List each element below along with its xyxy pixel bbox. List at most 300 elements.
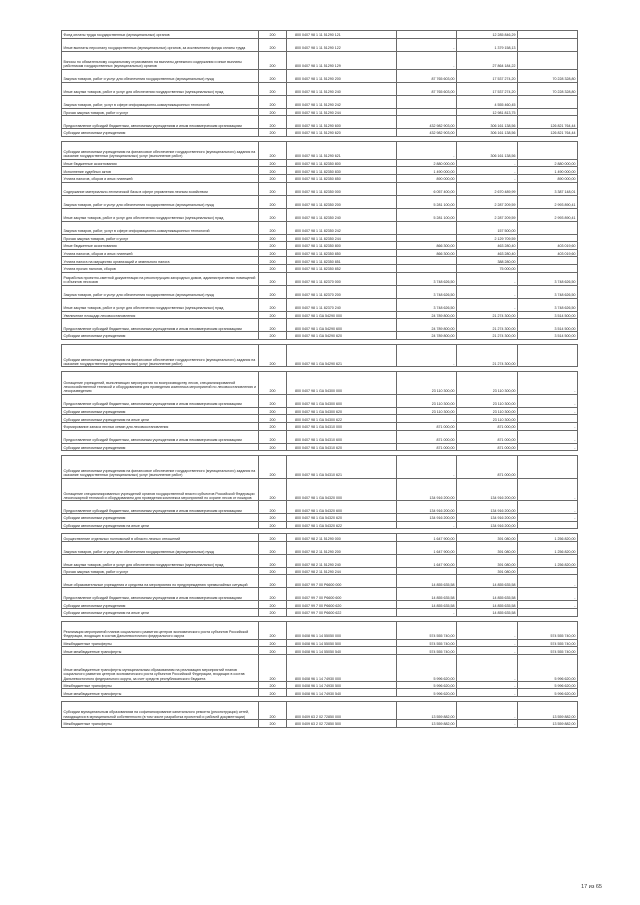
approved-amount-cell: 890 000,00	[397, 174, 457, 182]
expense-name-cell: Межбюджетные трансферты	[62, 639, 259, 647]
expense-name-cell: Уплата налогов, сборов и иных платежей	[62, 174, 259, 182]
approved-amount-cell	[397, 567, 457, 575]
table-body	[62, 31, 578, 728]
line-code-cell: 200	[259, 264, 287, 272]
unexecuted-amount-cell: 2 993 890,41	[518, 195, 578, 208]
line-code-cell: 200	[259, 501, 287, 514]
approved-amount-cell: -	[397, 38, 457, 51]
line-code-cell: 200	[259, 521, 287, 529]
approved-amount-cell: 432 982 903,00	[397, 129, 457, 137]
table-row	[62, 501, 578, 514]
executed-amount-cell: -	[457, 159, 518, 167]
executed-amount-cell: 871 000,00	[457, 422, 518, 430]
table-row	[62, 159, 578, 167]
table-row	[62, 601, 578, 609]
budget-classification-code-cell: 800 0407 98 1 11 82350 850	[287, 249, 397, 257]
unexecuted-amount-cell	[518, 344, 578, 367]
approved-amount-cell: 23 110 300,00	[397, 407, 457, 415]
executed-amount-cell: -	[457, 647, 518, 655]
line-code-cell: 200	[259, 174, 287, 182]
budget-classification-code-cell: 800 0407 98 1 11 51290 600	[287, 116, 397, 129]
executed-amount-cell: 14 855 635,58	[457, 601, 518, 609]
executed-amount-cell: 2 287 209,59	[457, 208, 518, 221]
unexecuted-amount-cell: 126 821 764,44	[518, 116, 578, 129]
unexecuted-amount-cell: 3 514 500,00	[518, 311, 578, 319]
unexecuted-amount-cell	[518, 108, 578, 116]
executed-amount-cell: 134 916 200,00	[457, 501, 518, 514]
budget-classification-code-cell: 800 0407 98 1 GA 54310 000	[287, 422, 397, 430]
budget-classification-code-cell: 800 0407 98 1 GA 54320 000	[287, 478, 397, 501]
line-code-cell: 200	[259, 195, 287, 208]
table-row	[62, 647, 578, 655]
executed-amount-cell: 391 080,00	[457, 567, 518, 575]
expense-name-cell: Субсидии автономным учреждениям	[62, 601, 259, 609]
unexecuted-amount-cell: -	[518, 601, 578, 609]
executed-amount-cell: 12 285 846,29	[457, 31, 518, 39]
expense-name-cell: Иные образовательные учреждения и средства на мероприятия по предупреждению чрезвычайных ситуаций	[62, 575, 259, 588]
executed-amount-cell: 2 670 489,99	[457, 182, 518, 195]
executed-amount-cell: 2 129 709,59	[457, 234, 518, 242]
approved-amount-cell: 24 789 800,00	[397, 311, 457, 319]
unexecuted-amount-cell	[518, 31, 578, 39]
unexecuted-amount-cell	[518, 609, 578, 617]
unexecuted-amount-cell: -	[518, 372, 578, 395]
line-code-cell: 200	[259, 534, 287, 542]
table-row	[62, 702, 578, 720]
table-row	[62, 319, 578, 332]
executed-amount-cell: 391 080,00	[457, 554, 518, 567]
executed-amount-cell: 306 161 138,56	[457, 129, 518, 137]
budget-classification-code-cell: 800 0409 63 2 02 72850 500	[287, 720, 397, 728]
executed-amount-cell: -	[457, 272, 518, 285]
unexecuted-amount-cell: 2 880 000,00	[518, 159, 578, 167]
line-code-cell: 200	[259, 567, 287, 575]
line-code-cell: 200	[259, 249, 287, 257]
unexecuted-amount-cell: 403 019,60	[518, 242, 578, 250]
line-code-cell: 200	[259, 344, 287, 367]
executed-amount-cell: 871 000,00	[457, 430, 518, 443]
budget-classification-code-cell: 800 0407 98 1 11 82350 000	[287, 182, 397, 195]
budget-classification-code-cell: 800 0407 98 1 11 51290 122	[287, 38, 397, 51]
table-row	[62, 69, 578, 82]
table-row	[62, 415, 578, 423]
approved-amount-cell: -	[397, 609, 457, 617]
budget-classification-code-cell: 800 0407 98 1 GA 54300 622	[287, 415, 397, 423]
line-code-cell: 200	[259, 272, 287, 285]
approved-amount-cell: 5 996 620,00	[397, 689, 457, 697]
expense-name-cell: Субсидии автономным учреждениям	[62, 129, 259, 137]
executed-amount-cell: 14 855 635,58	[457, 575, 518, 588]
unexecuted-amount-cell	[518, 415, 578, 423]
line-code-cell: 200	[259, 319, 287, 332]
line-code-cell: 200	[259, 478, 287, 501]
unexecuted-amount-cell: 70 228 328,80	[518, 82, 578, 95]
unexecuted-amount-cell: 890 000,00	[518, 174, 578, 182]
line-code-cell: 200	[259, 95, 287, 108]
executed-amount-cell: 21 274 300,00	[457, 332, 518, 340]
expense-name-cell: Закупка товаров, работ, услуг в сфере информационно-коммуникационных технологий	[62, 221, 259, 234]
expense-name-cell: Иные выплаты персоналу государственных (муниципальных) органов, за исключением фонда оплаты труда	[62, 38, 259, 51]
table-row	[62, 116, 578, 129]
budget-classification-code-cell: 800 0407 98 1 11 82350 800	[287, 242, 397, 250]
table-row	[62, 242, 578, 250]
budget-classification-code-cell: 800 0407 98 1 11 51290 129	[287, 51, 397, 69]
budget-report-sheet	[61, 30, 577, 728]
unexecuted-amount-cell: 5 996 620,00	[518, 681, 578, 689]
approved-amount-cell	[397, 234, 457, 242]
budget-classification-code-cell: 800 0407 98 1 GA 54290 620	[287, 332, 397, 340]
executed-amount-cell: -	[457, 167, 518, 175]
expense-name-cell: Иные закупки товаров, работ и услуг для обеспечения государственных (муниципальных) нужд	[62, 208, 259, 221]
table-row	[62, 221, 578, 234]
executed-amount-cell: 21 274 300,00	[457, 311, 518, 319]
unexecuted-amount-cell: 3 748 626,50	[518, 298, 578, 311]
unexecuted-amount-cell	[518, 51, 578, 69]
executed-amount-cell: 463 280,40	[457, 249, 518, 257]
executed-amount-cell: 2 287 209,59	[457, 195, 518, 208]
budget-classification-code-cell: 800 0407 98 1 GA 54290 621	[287, 344, 397, 367]
approved-amount-cell: 5 996 620,00	[397, 681, 457, 689]
expense-name-cell: Уплата налогов, сборов и иных платежей	[62, 249, 259, 257]
unexecuted-amount-cell: 1 256 820,00	[518, 541, 578, 554]
budget-classification-code-cell: 800 0407 98 1 11 82350 244	[287, 234, 397, 242]
line-code-cell: 200	[259, 182, 287, 195]
executed-amount-cell: -	[457, 174, 518, 182]
approved-amount-cell	[397, 108, 457, 116]
unexecuted-amount-cell: 3 514 500,00	[518, 319, 578, 332]
executed-amount-cell: -	[457, 720, 518, 728]
table-row	[62, 129, 578, 137]
expense-name-cell: Субсидии автономным учреждениям на финансовое обеспечение государственного (муниципального) задания на оказание государственных (муниципальных) услуг (выполнение работ)	[62, 344, 259, 367]
table-row	[62, 407, 578, 415]
line-code-cell: 200	[259, 285, 287, 298]
expense-name-cell: Субсидии автономным учреждениям	[62, 514, 259, 522]
approved-amount-cell	[397, 257, 457, 265]
unexecuted-amount-cell	[518, 234, 578, 242]
executed-amount-cell: 23 110 300,00	[457, 415, 518, 423]
line-code-cell: 200	[259, 69, 287, 82]
approved-amount-cell: 871 000,00	[397, 443, 457, 451]
unexecuted-amount-cell: 574 555 740,00	[518, 647, 578, 655]
expense-name-cell: Предоставление субсидий бюджетным, автономным учреждениям и иным некоммерческим организациям	[62, 116, 259, 129]
approved-amount-cell: 2 880 000,00	[397, 159, 457, 167]
unexecuted-amount-cell	[518, 567, 578, 575]
executed-amount-cell: 17 537 274,20	[457, 69, 518, 82]
unexecuted-amount-cell: 1 490 000,00	[518, 167, 578, 175]
unexecuted-amount-cell: 574 555 740,00	[518, 639, 578, 647]
line-code-cell: 200	[259, 588, 287, 601]
approved-amount-cell: 23 110 300,00	[397, 372, 457, 395]
unexecuted-amount-cell	[518, 95, 578, 108]
executed-amount-cell: 23 110 300,00	[457, 407, 518, 415]
approved-amount-cell: 866 300,00	[397, 249, 457, 257]
budget-classification-code-cell: 800 0407 98 1 11 82350 242	[287, 221, 397, 234]
budget-classification-code-cell: 800 0407 99 7 00 P6600 600	[287, 588, 397, 601]
table-row	[62, 554, 578, 567]
executed-amount-cell: 391 080,00	[457, 541, 518, 554]
budget-classification-code-cell: 800 0407 98 1 11 51290 240	[287, 82, 397, 95]
approved-amount-cell: 3 748 626,50	[397, 285, 457, 298]
approved-amount-cell: 1 647 900,00	[397, 541, 457, 554]
line-code-cell: 200	[259, 141, 287, 159]
expense-name-cell: Уплата налога на имущество организаций и земельного налога	[62, 257, 259, 265]
unexecuted-amount-cell	[518, 221, 578, 234]
expense-name-cell: Предоставление субсидий бюджетным, автономным учреждениям и иным некоммерческим организациям	[62, 394, 259, 407]
executed-amount-cell: 27 864 184,22	[457, 51, 518, 69]
budget-classification-code-cell: 800 0407 98 1 GA 54320 620	[287, 514, 397, 522]
expense-name-cell: Субсидии автономным учреждениям	[62, 407, 259, 415]
table-row	[62, 575, 578, 588]
approved-amount-cell: 6 057 400,00	[397, 182, 457, 195]
budget-classification-code-cell: 800 0409 63 2 02 72850 000	[287, 702, 397, 720]
budget-classification-code-cell: 800 0407 98 1 GA 54300 600	[287, 394, 397, 407]
table-row	[62, 654, 578, 681]
unexecuted-amount-cell: 3 748 626,50	[518, 285, 578, 298]
approved-amount-cell: 3 748 626,50	[397, 298, 457, 311]
approved-amount-cell: 87 765 603,00	[397, 69, 457, 82]
table-row	[62, 298, 578, 311]
approved-amount-cell: 13 559 882,00	[397, 702, 457, 720]
table-row	[62, 478, 578, 501]
budget-classification-code-cell: 800 0407 98 1 GA 54310 621	[287, 456, 397, 479]
approved-amount-cell	[397, 95, 457, 108]
expense-name-cell: Иные межбюджетные трансферты	[62, 647, 259, 655]
budget-classification-code-cell: 800 0407 98 1 11 51290 621	[287, 141, 397, 159]
table-row	[62, 234, 578, 242]
line-code-cell: 200	[259, 456, 287, 479]
budget-classification-code-cell: 800 0407 98 1 11 82370 240	[287, 298, 397, 311]
unexecuted-amount-cell: 2 993 890,41	[518, 208, 578, 221]
expense-name-cell: Исполнение судебных актов	[62, 167, 259, 175]
line-code-cell: 200	[259, 654, 287, 681]
approved-amount-cell: 134 916 200,00	[397, 501, 457, 514]
expense-name-cell: Субсидии автономным учреждениям на иные цели	[62, 521, 259, 529]
expense-name-cell: Содержание материально-технической базы в сфере управления лесным хозяйством	[62, 182, 259, 195]
line-code-cell: 200	[259, 332, 287, 340]
expense-name-cell: Фонд оплаты труда государственных (муниципальных) органов	[62, 31, 259, 39]
approved-amount-cell: -	[397, 344, 457, 367]
budget-classification-code-cell: 800 0407 98 1 11 51290 121	[287, 31, 397, 39]
approved-amount-cell: 574 555 740,00	[397, 621, 457, 639]
table-row	[62, 108, 578, 116]
approved-amount-cell: 23 110 300,00	[397, 394, 457, 407]
unexecuted-amount-cell: 13 559 882,00	[518, 720, 578, 728]
budget-classification-code-cell: 800 0407 98 1 GA 54300 620	[287, 407, 397, 415]
expense-name-cell: Предоставление субсидий бюджетным, автономным учреждениям и иным некоммерческим организациям	[62, 588, 259, 601]
unexecuted-amount-cell: -	[518, 501, 578, 514]
expense-name-cell: Субсидии автономным учреждениям на финансовое обеспечение государственного (муниципального) задания на оказание государственных (муниципальных) услуг (выполнение работ)	[62, 141, 259, 159]
executed-amount-cell: -	[457, 689, 518, 697]
approved-amount-cell: 1 490 000,00	[397, 167, 457, 175]
budget-classification-code-cell: 800 0407 98 1 11 51290 200	[287, 69, 397, 82]
table-row	[62, 689, 578, 697]
line-code-cell: 200	[259, 407, 287, 415]
expense-name-cell: Реализация мероприятий планов социального развития центров экономического роста субъектов Российской Федерации, входящих в состав Дальневосточного федерального округа	[62, 621, 259, 639]
expense-name-cell: Прочая закупка товаров, работ и услуг	[62, 567, 259, 575]
line-code-cell: 200	[259, 609, 287, 617]
budget-classification-code-cell: 800 0407 98 1 GA 54310 600	[287, 430, 397, 443]
executed-amount-cell: 14 855 635,58	[457, 609, 518, 617]
approved-amount-cell: 24 789 800,00	[397, 319, 457, 332]
line-code-cell: 200	[259, 257, 287, 265]
executed-amount-cell: 463 280,40	[457, 242, 518, 250]
expense-name-cell: Прочая закупка товаров, работ и услуг	[62, 234, 259, 242]
table-row	[62, 257, 578, 265]
table-row	[62, 456, 578, 479]
approved-amount-cell: 432 982 903,00	[397, 116, 457, 129]
line-code-cell: 200	[259, 38, 287, 51]
table-row	[62, 249, 578, 257]
budget-classification-code-cell: 800 0407 98 2 11 51290 200	[287, 541, 397, 554]
executed-amount-cell: 134 916 200,00	[457, 478, 518, 501]
executed-amount-cell: 4 555 460,45	[457, 95, 518, 108]
line-code-cell: 200	[259, 116, 287, 129]
executed-amount-cell: 17 537 274,20	[457, 82, 518, 95]
approved-amount-cell	[397, 221, 457, 234]
line-code-cell: 200	[259, 514, 287, 522]
table-row	[62, 167, 578, 175]
expense-name-cell: Закупка товаров, работ и услуг для обеспечения государственных (муниципальных) нужд	[62, 195, 259, 208]
expense-name-cell: Предоставление субсидий бюджетным, автономным учреждениям и иным некоммерческим организациям	[62, 501, 259, 514]
table-row	[62, 174, 578, 182]
approved-amount-cell: 5 281 100,00	[397, 195, 457, 208]
expense-name-cell: Закупка товаров, работ и услуг для обеспечения государственных (муниципальных) нужд	[62, 285, 259, 298]
unexecuted-amount-cell: -	[518, 407, 578, 415]
expense-name-cell: Увеличение площади лесовосстановления	[62, 311, 259, 319]
table-row	[62, 514, 578, 522]
table-row	[62, 567, 578, 575]
line-code-cell: 200	[259, 82, 287, 95]
unexecuted-amount-cell: -	[518, 422, 578, 430]
budget-classification-code-cell: 800 0407 98 1 11 82350 850	[287, 174, 397, 182]
approved-amount-cell: -	[397, 456, 457, 479]
line-code-cell: 200	[259, 430, 287, 443]
expense-name-cell: Иные бюджетные ассигнования	[62, 159, 259, 167]
expense-name-cell: Иные закупки товаров, работ и услуг для обеспечения государственных (муниципальных) нужд	[62, 298, 259, 311]
table-row	[62, 720, 578, 728]
expense-name-cell: Уплата прочих налогов, сборов	[62, 264, 259, 272]
executed-amount-cell: 23 110 300,00	[457, 372, 518, 395]
budget-classification-code-cell: 800 0407 98 1 11 82350 200	[287, 195, 397, 208]
executed-amount-cell: 388 280,00	[457, 257, 518, 265]
approved-amount-cell: 13 559 882,00	[397, 720, 457, 728]
executed-amount-cell: 21 274 300,00	[457, 319, 518, 332]
executed-amount-cell: -	[457, 702, 518, 720]
table-row	[62, 639, 578, 647]
expense-name-cell: Закупка товаров, работ, услуг в сфере информационно-коммуникационных технологий	[62, 95, 259, 108]
table-row	[62, 31, 578, 39]
budget-classification-code-cell: 800 0408 96 1 14 74930 500	[287, 681, 397, 689]
approved-amount-cell: -	[397, 521, 457, 529]
budget-classification-code-cell: 800 0407 98 1 11 51290 244	[287, 108, 397, 116]
table-row	[62, 609, 578, 617]
approved-amount-cell: -	[397, 141, 457, 159]
table-row	[62, 521, 578, 529]
approved-amount-cell: 14 855 635,58	[397, 601, 457, 609]
table-row	[62, 332, 578, 340]
expense-name-cell: Закупка товаров, работ и услуг для обеспечения государственных (муниципальных) нужд	[62, 541, 259, 554]
executed-amount-cell: 21 274 300,00	[457, 344, 518, 367]
approved-amount-cell: 134 916 200,00	[397, 478, 457, 501]
budget-classification-code-cell: 800 0407 99 7 00 P6600 000	[287, 575, 397, 588]
line-code-cell: 200	[259, 31, 287, 39]
line-code-cell: 200	[259, 159, 287, 167]
budget-classification-code-cell: 800 0407 98 1 11 51290 620	[287, 129, 397, 137]
budget-classification-code-cell: 800 0408 96 1 14 55050 500	[287, 639, 397, 647]
unexecuted-amount-cell: -	[518, 478, 578, 501]
expense-name-cell: Взносы по обязательному социальному страхованию на выплаты денежного содержания и иные выплаты работникам государственных (муниципальных) органов	[62, 51, 259, 69]
executed-amount-cell: 871 000,00	[457, 443, 518, 451]
unexecuted-amount-cell: 13 559 882,00	[518, 702, 578, 720]
unexecuted-amount-cell: 1 256 820,00	[518, 554, 578, 567]
unexecuted-amount-cell: 3 387 148,01	[518, 182, 578, 195]
table-row	[62, 285, 578, 298]
line-code-cell: 200	[259, 51, 287, 69]
expense-name-cell: Межбюджетные трансферты	[62, 720, 259, 728]
expense-name-cell: Прочая закупка товаров, работ и услуг	[62, 108, 259, 116]
budget-classification-code-cell: 800 0407 98 1 11 82350 852	[287, 264, 397, 272]
approved-amount-cell: 87 765 603,00	[397, 82, 457, 95]
line-code-cell: 200	[259, 720, 287, 728]
approved-amount-cell: 3 748 626,50	[397, 272, 457, 285]
executed-amount-cell: 12 981 813,75	[457, 108, 518, 116]
budget-classification-code-cell: 800 0407 98 2 11 51290 000	[287, 534, 397, 542]
unexecuted-amount-cell: -	[518, 430, 578, 443]
unexecuted-amount-cell	[518, 141, 578, 159]
budget-classification-code-cell: 800 0407 98 1 GA 54320 600	[287, 501, 397, 514]
unexecuted-amount-cell: 126 821 764,44	[518, 129, 578, 137]
budget-classification-code-cell: 800 0408 96 1 14 55050 540	[287, 647, 397, 655]
table-row	[62, 588, 578, 601]
budget-classification-code-cell: 800 0407 98 1 11 51290 242	[287, 95, 397, 108]
expense-name-cell: Иные закупки товаров, работ и услуг для обеспечения государственных (муниципальных) нужд	[62, 554, 259, 567]
expense-name-cell: Оснащение учреждений, выполняющих мероприятия по воспроизводству лесов, специализированной лесохозяйственной техникой и оборудованием для проведения комплекса мероприятий по лесовосстановлению и лесоразведению	[62, 372, 259, 395]
unexecuted-amount-cell: 3 748 626,50	[518, 272, 578, 285]
line-code-cell: 200	[259, 208, 287, 221]
executed-amount-cell: 14 855 635,58	[457, 588, 518, 601]
table-row	[62, 182, 578, 195]
table-row	[62, 344, 578, 367]
line-code-cell: 200	[259, 242, 287, 250]
executed-amount-cell: -	[457, 285, 518, 298]
table-row	[62, 372, 578, 395]
table-row	[62, 443, 578, 451]
budget-classification-code-cell: 800 0407 99 7 00 P6600 620	[287, 601, 397, 609]
budget-classification-code-cell: 800 0407 98 1 GA 54310 620	[287, 443, 397, 451]
line-code-cell: 200	[259, 298, 287, 311]
budget-classification-code-cell: 800 0407 98 1 GA 54320 622	[287, 521, 397, 529]
executed-amount-cell: 391 080,00	[457, 534, 518, 542]
expense-name-cell: Межбюджетные трансферты	[62, 681, 259, 689]
executed-amount-cell: 75 000,00	[457, 264, 518, 272]
unexecuted-amount-cell: -	[518, 575, 578, 588]
expense-name-cell: Субсидии автономным учреждениям	[62, 443, 259, 451]
expense-name-cell: Закупка товаров, работ и услуг для обеспечения государственных (муниципальных) нужд	[62, 69, 259, 82]
expense-name-cell: Иные межбюджетные трансферты	[62, 689, 259, 697]
budget-classification-code-cell: 800 0408 96 1 14 74930 540	[287, 689, 397, 697]
expense-name-cell: Предоставление субсидий бюджетным, автономным учреждениям и иным некоммерческим организациям	[62, 430, 259, 443]
table-row	[62, 51, 578, 69]
budget-classification-code-cell: 800 0407 98 2 11 51290 240	[287, 554, 397, 567]
executed-amount-cell: 157 500,00	[457, 221, 518, 234]
expense-name-cell: Субсидии автономным учреждениям	[62, 332, 259, 340]
expense-name-cell: Разработка проектно-сметной документации на реконструкцию загородных домов, административных помещений и объектов лесхозов	[62, 272, 259, 285]
line-code-cell: 200	[259, 554, 287, 567]
expense-name-cell: Субсидии автономным учреждениям на иные цели	[62, 609, 259, 617]
executed-amount-cell: 134 916 200,00	[457, 521, 518, 529]
approved-amount-cell: 14 855 635,58	[397, 575, 457, 588]
executed-amount-cell: 871 000,00	[457, 456, 518, 479]
